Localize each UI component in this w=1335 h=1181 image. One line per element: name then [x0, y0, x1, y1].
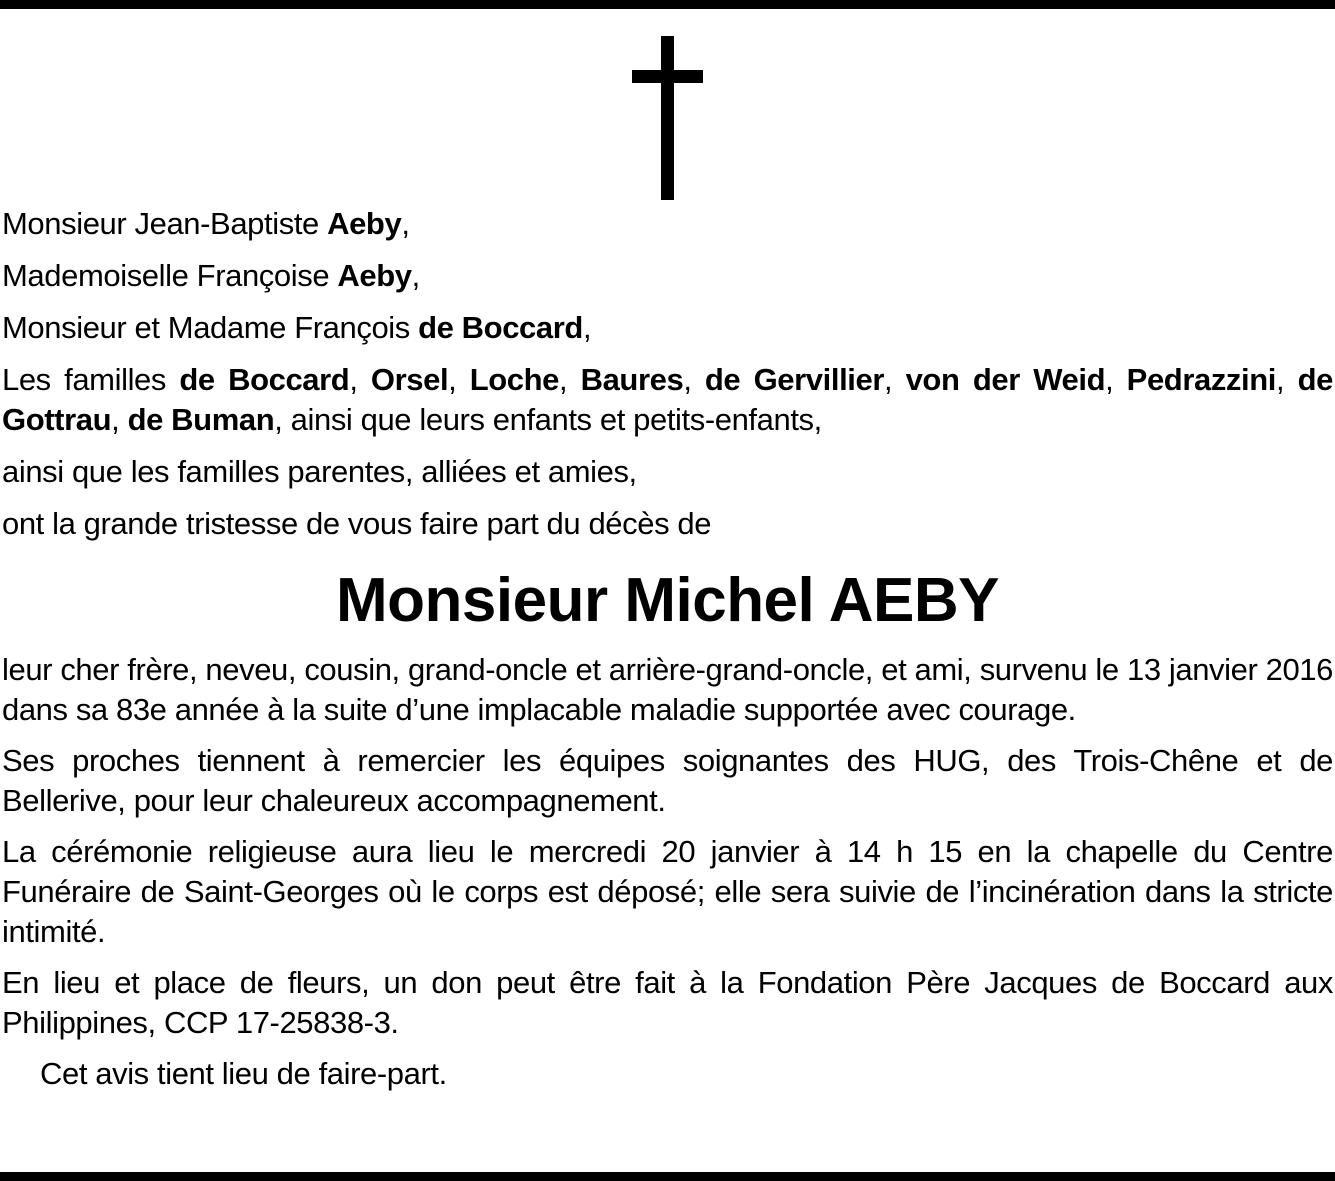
- mourner-line: Monsieur et Madame François de Boccard,: [2, 310, 592, 345]
- body-paragraph: leur cher frère, neveu, cousin, grand-oncle et arrière-grand-oncle, et ami, survenu le 13 janvier 2016 dans sa 83e année à la suite d’une implacable maladie supportée avec courage.: [2, 652, 1333, 727]
- obituary-notice: [2, 204, 1333, 1105]
- cross-icon: [0, 0, 1335, 210]
- family-name: Loche: [469, 362, 560, 397]
- family-name: de Gottrau: [2, 362, 1333, 437]
- mourner-line: Mademoiselle Françoise Aeby,: [2, 258, 420, 293]
- closing-line: Cet avis tient lieu de faire-part.: [40, 1056, 447, 1091]
- announcement-line: ont la grande tristesse de vous faire part du décès de: [2, 506, 712, 541]
- family-name: von der Weid: [905, 362, 1106, 397]
- family-name: de Buman: [127, 402, 275, 437]
- deceased-name: Monsieur Michel AEBY: [336, 566, 999, 635]
- body-paragraph: Ses proches tiennent à remercier les équipes soignantes des HUG, des Trois-Chêne et de Bellerive, pour leur chaleureux accompagnement.: [2, 743, 1333, 818]
- family-name: de Gervillier: [704, 362, 885, 397]
- family-name: de Boccard: [179, 362, 350, 397]
- bottom-border-rule: [0, 1172, 1335, 1181]
- mourner-line: Monsieur Jean-Baptiste Aeby,: [2, 206, 410, 241]
- cross-vertical-bar: [661, 36, 674, 200]
- family-name: Aeby: [337, 258, 412, 293]
- cross-horizontal-bar: [632, 70, 703, 83]
- body-paragraph: La cérémonie religieuse aura lieu le mercredi 20 janvier à 14 h 15 en la chapelle du Centre Funéraire de Saint-Georges où le corps est déposé; elle sera suivie de l’incinération dans la stricte intimité.: [2, 834, 1333, 949]
- families-line: Les familles de Boccard, Orsel, Loche, Baures, de Gervillier, von der Weid, Pedrazzini, de Gottrau, de Buman, ainsi que leurs enfants et petits-enfants,: [2, 362, 1333, 437]
- family-name: Baures: [580, 362, 684, 397]
- family-name: Aeby: [327, 206, 402, 241]
- body-paragraph: En lieu et place de fleurs, un don peut être fait à la Fondation Père Jacques de Boccard aux Philippines, CCP 17-25838-3.: [2, 965, 1333, 1040]
- family-name: Pedrazzini: [1126, 362, 1276, 397]
- mourners-list: [2, 204, 1333, 544]
- mourner-line: ainsi que les familles parentes, alliées et amies,: [2, 454, 637, 489]
- family-name: de Boccard: [418, 310, 583, 345]
- family-name: Orsel: [370, 362, 449, 397]
- obituary-body: [2, 650, 1333, 1094]
